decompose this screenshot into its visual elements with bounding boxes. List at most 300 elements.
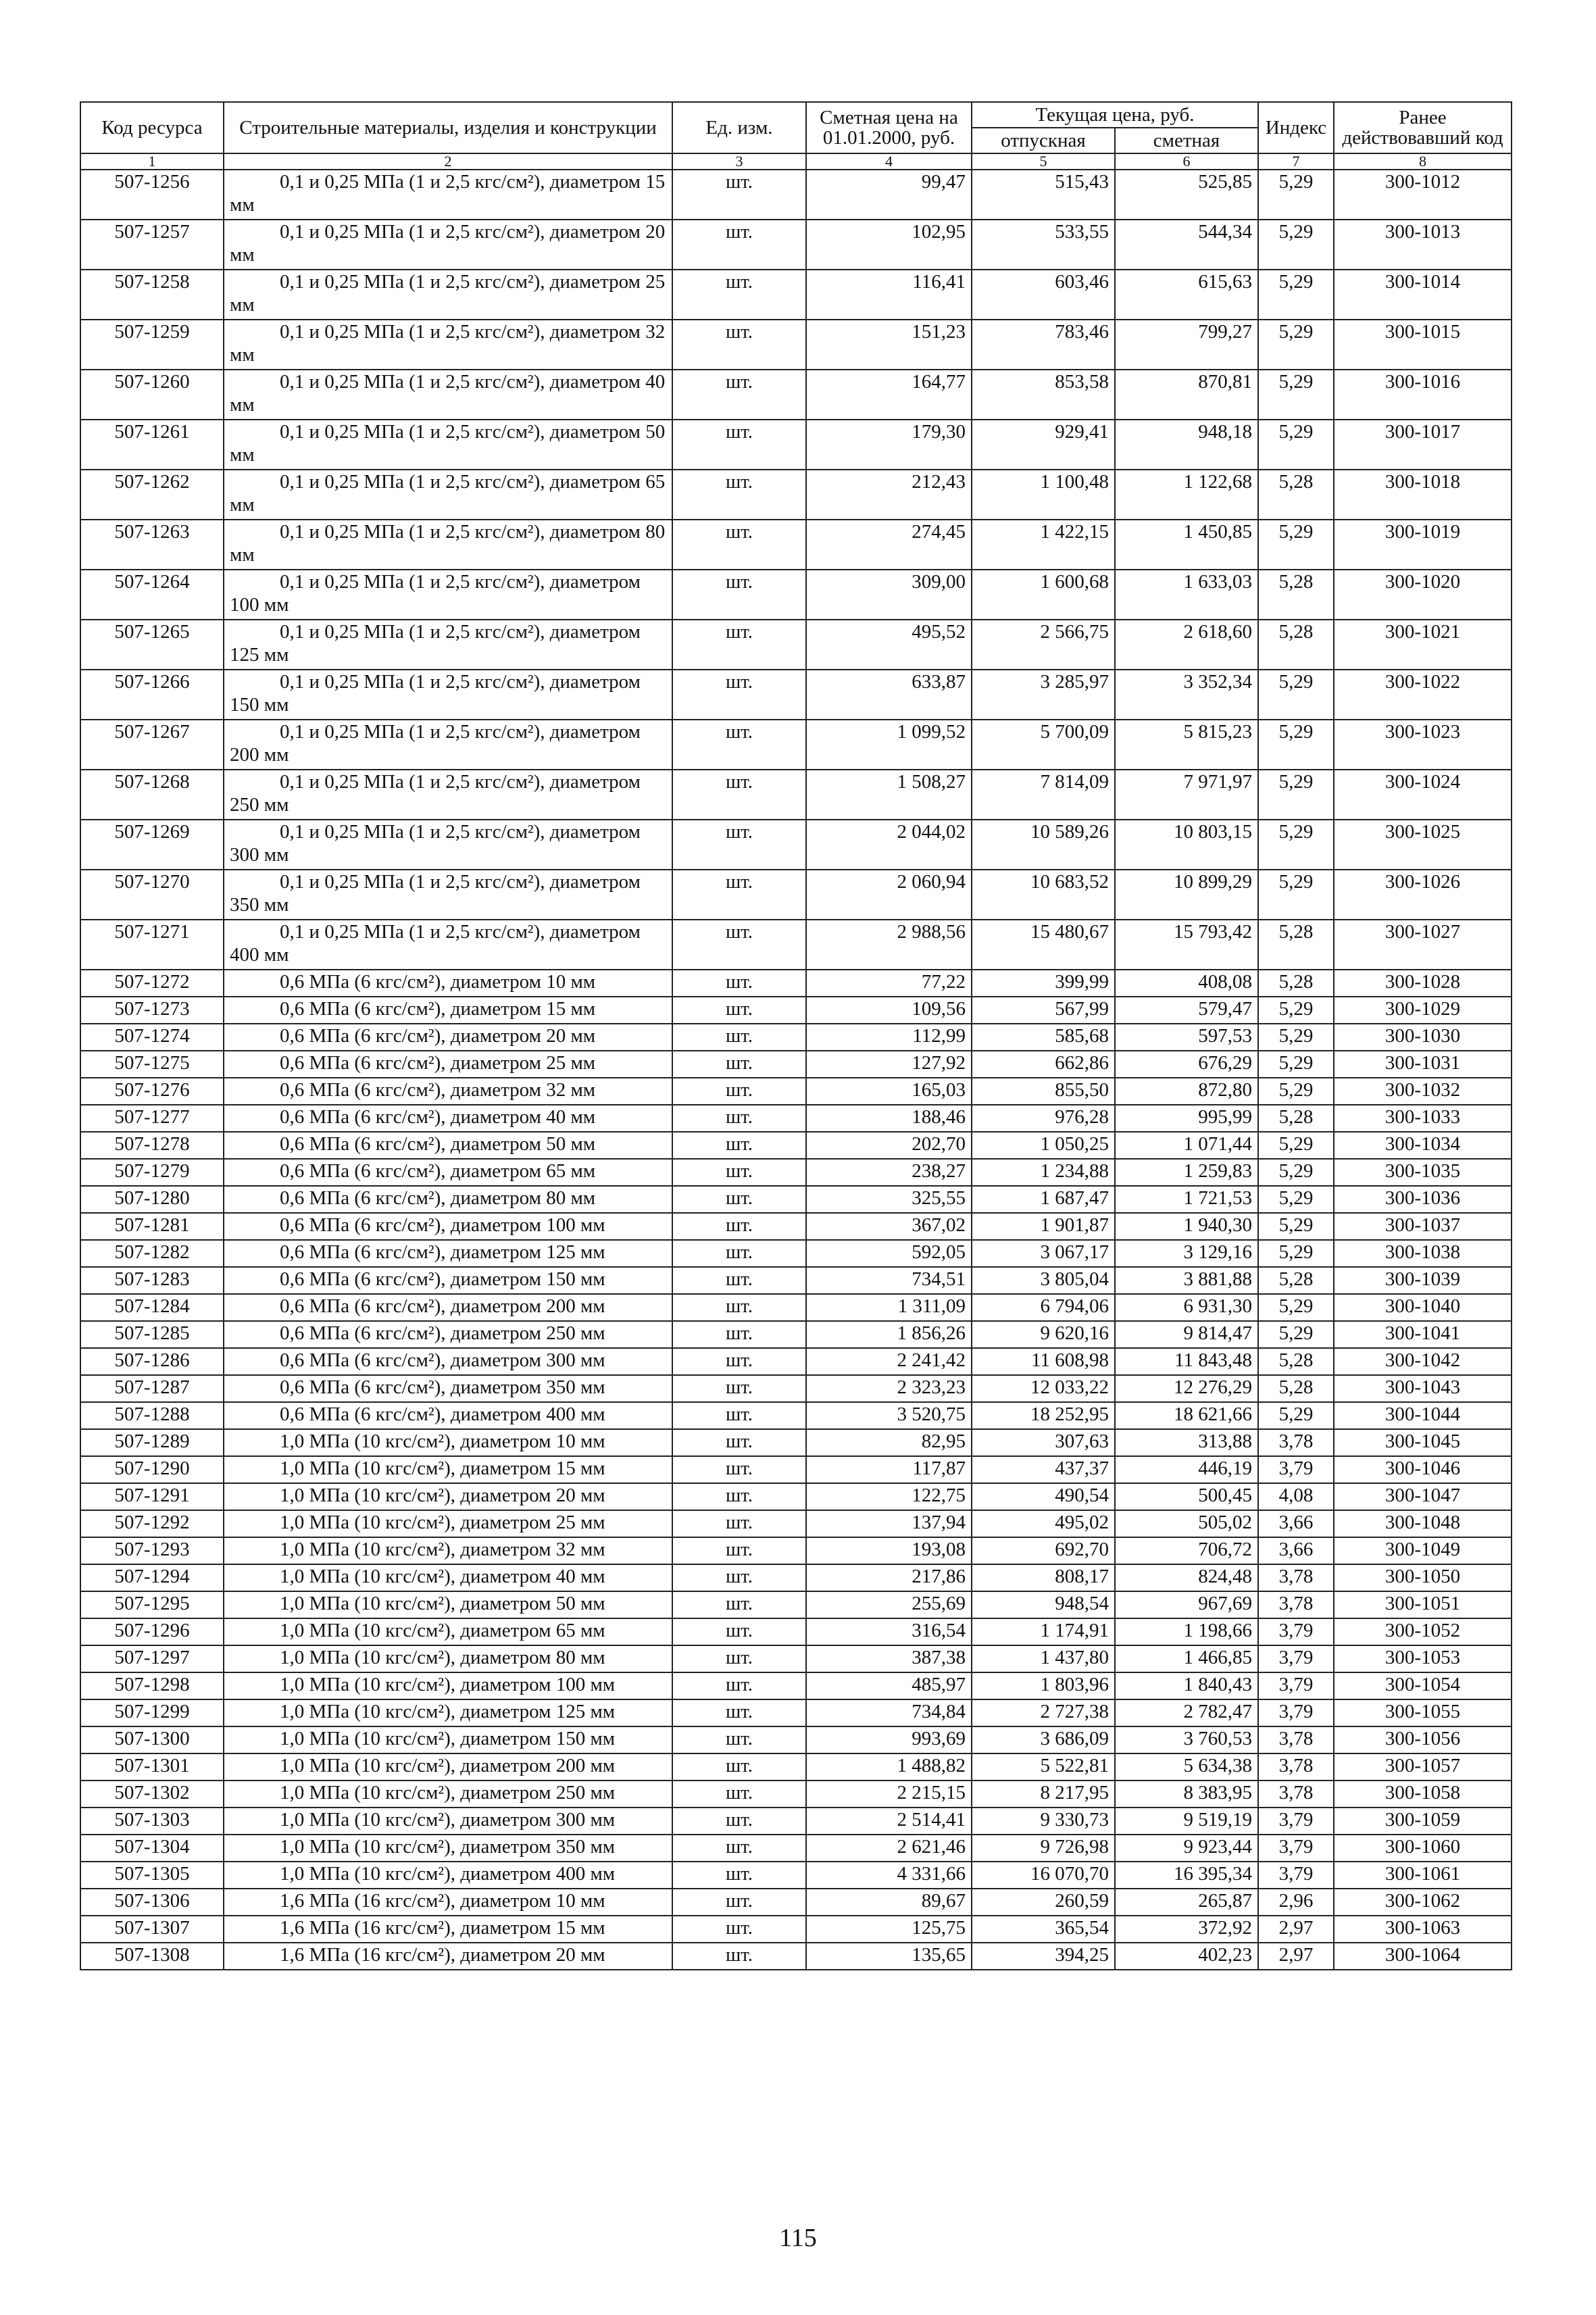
previous-code-cell: 300-1042 (1334, 1348, 1512, 1375)
release-price-cell: 9 726,98 (972, 1835, 1115, 1862)
index-cell: 3,79 (1258, 1645, 1334, 1672)
table-row (80, 1537, 1512, 1564)
index-cell: 5,29 (1258, 1024, 1334, 1051)
material-name-cell (224, 1808, 672, 1835)
estimate-price-cell: 9 814,47 (1115, 1321, 1258, 1348)
previous-code-cell: 300-1056 (1334, 1726, 1512, 1753)
index-cell: 3,79 (1258, 1456, 1334, 1483)
estimate-price-cell: 1 450,85 (1115, 520, 1258, 570)
unit-cell: шт. (672, 1078, 806, 1105)
material-name: 1,0 МПа (10 кгс/см²), диаметром 80 мм (280, 1647, 605, 1668)
index-cell: 5,29 (1258, 220, 1334, 270)
previous-code-cell: 300-1039 (1334, 1267, 1512, 1294)
material-name-cell (224, 1024, 672, 1051)
material-name-cell (224, 1456, 672, 1483)
material-name-cell (224, 1753, 672, 1781)
material-name: 1,0 МПа (10 кгс/см²), диаметром 300 мм (280, 1809, 616, 1831)
unit-cell: шт. (672, 270, 806, 320)
estimate-price-cell: 3 352,34 (1115, 670, 1258, 720)
resource-code-cell: 507-1287 (80, 1375, 224, 1402)
release-price-cell: 11 608,98 (972, 1348, 1115, 1375)
unit-cell: шт. (672, 170, 806, 220)
base-price-cell: 2 241,42 (806, 1348, 972, 1375)
release-price-cell: 692,70 (972, 1537, 1115, 1564)
material-name-cell (224, 1375, 672, 1402)
material-name-cell (224, 1645, 672, 1672)
resource-code-cell: 507-1286 (80, 1348, 224, 1375)
previous-code-cell: 300-1028 (1334, 970, 1512, 997)
base-price-cell: 325,55 (806, 1186, 972, 1213)
base-price-cell: 309,00 (806, 570, 972, 620)
unit-cell: шт. (672, 1699, 806, 1726)
base-price-cell: 164,77 (806, 370, 972, 420)
resource-code-cell: 507-1267 (80, 720, 224, 770)
index-cell: 5,29 (1258, 1321, 1334, 1348)
release-price-cell: 533,55 (972, 220, 1115, 270)
resource-code-cell: 507-1264 (80, 570, 224, 620)
material-name: 0,1 и 0,25 МПа (1 и 2,5 кгс/см²), диаметром 350 мм (230, 871, 641, 916)
material-name: 0,6 МПа (6 кгс/см²), диаметром 50 мм (280, 1133, 596, 1155)
index-cell: 3,78 (1258, 1781, 1334, 1808)
table-row (80, 1564, 1512, 1591)
release-price-cell: 1 234,88 (972, 1159, 1115, 1186)
base-price-cell: 2 514,41 (806, 1808, 972, 1835)
material-name-cell (224, 1213, 672, 1240)
resource-code-cell: 507-1262 (80, 470, 224, 520)
material-name: 0,1 и 0,25 МПа (1 и 2,5 кгс/см²), диаметром 150 мм (230, 671, 641, 716)
table-row (80, 1835, 1512, 1862)
estimate-price-cell: 872,80 (1115, 1078, 1258, 1105)
estimate-price-cell: 12 276,29 (1115, 1375, 1258, 1402)
unit-cell: шт. (672, 1429, 806, 1456)
unit-cell: шт. (672, 370, 806, 420)
previous-code-cell: 300-1032 (1334, 1078, 1512, 1105)
base-price-cell: 1 856,26 (806, 1321, 972, 1348)
material-name: 1,0 МПа (10 кгс/см²), диаметром 350 мм (280, 1836, 616, 1858)
previous-code-cell: 300-1062 (1334, 1889, 1512, 1916)
index-cell: 2,97 (1258, 1916, 1334, 1943)
estimate-price-cell: 615,63 (1115, 270, 1258, 320)
material-name-cell (224, 1159, 672, 1186)
estimate-price-cell: 2 618,60 (1115, 620, 1258, 670)
index-cell: 3,78 (1258, 1753, 1334, 1781)
base-price-cell: 116,41 (806, 270, 972, 320)
column-number: 7 (1258, 153, 1334, 170)
estimate-price-cell: 372,92 (1115, 1916, 1258, 1943)
release-price-cell: 1 901,87 (972, 1213, 1115, 1240)
resource-code-cell: 507-1276 (80, 1078, 224, 1105)
estimate-price-cell: 799,27 (1115, 320, 1258, 370)
resource-code-cell: 507-1302 (80, 1781, 224, 1808)
material-name: 1,0 МПа (10 кгс/см²), диаметром 150 мм (280, 1728, 616, 1749)
base-price-cell: 2 060,94 (806, 870, 972, 920)
base-price-cell: 255,69 (806, 1591, 972, 1618)
material-name-cell (224, 570, 672, 620)
release-price-cell: 515,43 (972, 170, 1115, 220)
previous-code-cell: 300-1033 (1334, 1105, 1512, 1132)
release-price-cell: 929,41 (972, 420, 1115, 470)
table-row (80, 1294, 1512, 1321)
base-price-cell: 179,30 (806, 420, 972, 470)
index-cell: 5,29 (1258, 720, 1334, 770)
material-name-cell (224, 970, 672, 997)
material-name-cell (224, 320, 672, 370)
material-name-cell (224, 1726, 672, 1753)
material-name-cell (224, 770, 672, 820)
index-cell: 5,29 (1258, 370, 1334, 420)
material-name-cell (224, 620, 672, 670)
material-name: 0,6 МПа (6 кгс/см²), диаметром 80 мм (280, 1187, 596, 1209)
base-price-cell: 1 311,09 (806, 1294, 972, 1321)
material-name-cell (224, 1267, 672, 1294)
release-price-cell: 1 050,25 (972, 1132, 1115, 1159)
resource-code-cell: 507-1277 (80, 1105, 224, 1132)
estimate-price-cell: 3 760,53 (1115, 1726, 1258, 1753)
material-name: 1,6 МПа (16 кгс/см²), диаметром 20 мм (280, 1944, 605, 1966)
table-row (80, 1348, 1512, 1375)
table-row (80, 970, 1512, 997)
material-name-cell (224, 370, 672, 420)
index-cell: 5,28 (1258, 570, 1334, 620)
header-code: Код ресурса (80, 102, 224, 153)
index-cell: 3,78 (1258, 1591, 1334, 1618)
index-cell: 5,29 (1258, 320, 1334, 370)
estimate-price-cell: 1 633,03 (1115, 570, 1258, 620)
release-price-cell: 307,63 (972, 1429, 1115, 1456)
previous-code-cell: 300-1063 (1334, 1916, 1512, 1943)
unit-cell: шт. (672, 1267, 806, 1294)
estimate-price-cell: 313,88 (1115, 1429, 1258, 1456)
material-name: 0,1 и 0,25 МПа (1 и 2,5 кгс/см²), диаметром 400 мм (230, 921, 641, 966)
release-price-cell: 9 620,16 (972, 1321, 1115, 1348)
index-cell: 5,29 (1258, 1132, 1334, 1159)
release-price-cell: 1 437,80 (972, 1645, 1115, 1672)
release-price-cell: 2 727,38 (972, 1699, 1115, 1726)
unit-cell: шт. (672, 870, 806, 920)
resource-code-cell: 507-1273 (80, 997, 224, 1024)
resource-code-cell: 507-1294 (80, 1564, 224, 1591)
resource-code-cell: 507-1266 (80, 670, 224, 720)
table-row (80, 1105, 1512, 1132)
table-row (80, 1862, 1512, 1889)
table-row (80, 170, 1512, 220)
previous-code-cell: 300-1035 (1334, 1159, 1512, 1186)
release-price-cell: 495,02 (972, 1510, 1115, 1537)
material-name: 0,6 МПа (6 кгс/см²), диаметром 10 мм (280, 971, 596, 993)
resource-code-cell: 507-1279 (80, 1159, 224, 1186)
unit-cell: шт. (672, 520, 806, 570)
base-price-cell: 387,38 (806, 1645, 972, 1672)
table-row (80, 1267, 1512, 1294)
resource-code-cell: 507-1269 (80, 820, 224, 870)
estimate-price-cell: 597,53 (1115, 1024, 1258, 1051)
previous-code-cell: 300-1013 (1334, 220, 1512, 270)
previous-code-cell: 300-1051 (1334, 1591, 1512, 1618)
material-name-cell (224, 1672, 672, 1699)
material-name: 1,0 МПа (10 кгс/см²), диаметром 125 мм (280, 1701, 616, 1722)
material-name: 0,6 МПа (6 кгс/см²), диаметром 350 мм (280, 1376, 605, 1398)
previous-code-cell: 300-1026 (1334, 870, 1512, 920)
material-name-cell (224, 1835, 672, 1862)
index-cell: 5,28 (1258, 920, 1334, 970)
base-price-cell: 193,08 (806, 1537, 972, 1564)
index-cell: 5,28 (1258, 1105, 1334, 1132)
index-cell: 3,79 (1258, 1835, 1334, 1862)
index-cell: 2,96 (1258, 1889, 1334, 1916)
estimate-price-cell: 7 971,97 (1115, 770, 1258, 820)
table-row (80, 1051, 1512, 1078)
base-price-cell: 117,87 (806, 1456, 972, 1483)
material-name: 1,0 МПа (10 кгс/см²), диаметром 40 мм (280, 1566, 605, 1587)
index-cell: 5,29 (1258, 520, 1334, 570)
resource-code-cell: 507-1284 (80, 1294, 224, 1321)
table-row (80, 1483, 1512, 1510)
previous-code-cell: 300-1012 (1334, 170, 1512, 220)
estimate-price-cell: 1 721,53 (1115, 1186, 1258, 1213)
table-row (80, 670, 1512, 720)
index-cell: 5,29 (1258, 420, 1334, 470)
previous-code-cell: 300-1023 (1334, 720, 1512, 770)
index-cell: 3,79 (1258, 1699, 1334, 1726)
resource-code-cell: 507-1263 (80, 520, 224, 570)
resource-code-cell: 507-1303 (80, 1808, 224, 1835)
resource-code-cell: 507-1278 (80, 1132, 224, 1159)
previous-code-cell: 300-1017 (1334, 420, 1512, 470)
release-price-cell: 18 252,95 (972, 1402, 1115, 1429)
index-cell: 5,28 (1258, 1375, 1334, 1402)
previous-code-cell: 300-1058 (1334, 1781, 1512, 1808)
resource-code-cell: 507-1258 (80, 270, 224, 320)
index-cell: 5,29 (1258, 1213, 1334, 1240)
material-name-cell (224, 720, 672, 770)
unit-cell: шт. (672, 1294, 806, 1321)
base-price-cell: 734,84 (806, 1699, 972, 1726)
material-name-cell (224, 1294, 672, 1321)
estimate-price-cell: 9 923,44 (1115, 1835, 1258, 1862)
previous-code-cell: 300-1052 (1334, 1618, 1512, 1645)
material-name: 0,1 и 0,25 МПа (1 и 2,5 кгс/см²), диаметром 125 мм (230, 621, 641, 666)
table-row (80, 420, 1512, 470)
previous-code-cell: 300-1050 (1334, 1564, 1512, 1591)
previous-code-cell: 300-1049 (1334, 1537, 1512, 1564)
header-index: Индекс (1258, 102, 1334, 153)
resource-code-cell: 507-1259 (80, 320, 224, 370)
table-row (80, 320, 1512, 370)
base-price-cell: 592,05 (806, 1240, 972, 1267)
table-row (80, 1726, 1512, 1753)
resource-code-cell: 507-1296 (80, 1618, 224, 1645)
resource-code-cell: 507-1300 (80, 1726, 224, 1753)
index-cell: 5,29 (1258, 770, 1334, 820)
previous-code-cell: 300-1016 (1334, 370, 1512, 420)
table-row (80, 720, 1512, 770)
material-name: 0,6 МПа (6 кгс/см²), диаметром 65 мм (280, 1160, 596, 1182)
material-name: 1,0 МПа (10 кгс/см²), диаметром 65 мм (280, 1620, 605, 1641)
header-name: Строительные материалы, изделия и конструкции (224, 102, 672, 153)
index-cell: 3,78 (1258, 1726, 1334, 1753)
material-name: 1,6 МПа (16 кгс/см²), диаметром 10 мм (280, 1890, 605, 1912)
material-name: 0,6 МПа (6 кгс/см²), диаметром 15 мм (280, 998, 596, 1020)
unit-cell: шт. (672, 570, 806, 620)
release-price-cell: 7 814,09 (972, 770, 1115, 820)
estimate-price-cell: 18 621,66 (1115, 1402, 1258, 1429)
index-cell: 5,29 (1258, 670, 1334, 720)
material-name: 1,0 МПа (10 кгс/см²), диаметром 250 мм (280, 1782, 616, 1803)
estimate-price-cell: 1 122,68 (1115, 470, 1258, 520)
table-row (80, 370, 1512, 420)
table-row (80, 1808, 1512, 1835)
base-price-cell: 2 215,15 (806, 1781, 972, 1808)
unit-cell: шт. (672, 1835, 806, 1862)
index-cell: 5,28 (1258, 1267, 1334, 1294)
previous-code-cell: 300-1059 (1334, 1808, 1512, 1835)
unit-cell: шт. (672, 1456, 806, 1483)
resource-code-cell: 507-1291 (80, 1483, 224, 1510)
material-name-cell (224, 1132, 672, 1159)
material-name: 0,6 МПа (6 кгс/см²), диаметром 150 мм (280, 1268, 605, 1290)
material-name-cell (224, 1402, 672, 1429)
index-cell: 5,29 (1258, 1294, 1334, 1321)
release-price-cell: 948,54 (972, 1591, 1115, 1618)
estimate-price-cell: 579,47 (1115, 997, 1258, 1024)
table-row (80, 820, 1512, 870)
table-row (80, 270, 1512, 320)
table-row (80, 570, 1512, 620)
material-name: 0,1 и 0,25 МПа (1 и 2,5 кгс/см²), диаметром 65 мм (230, 471, 666, 516)
index-cell: 5,29 (1258, 820, 1334, 870)
header-release-price: отпускная (972, 128, 1115, 153)
table-row (80, 220, 1512, 270)
index-cell: 5,29 (1258, 997, 1334, 1024)
previous-code-cell: 300-1040 (1334, 1294, 1512, 1321)
table-row (80, 1456, 1512, 1483)
estimate-price-cell: 1 071,44 (1115, 1132, 1258, 1159)
unit-cell: шт. (672, 1186, 806, 1213)
base-price-cell: 3 520,75 (806, 1402, 972, 1429)
material-name: 0,1 и 0,25 МПа (1 и 2,5 кгс/см²), диаметром 80 мм (230, 521, 666, 566)
unit-cell: шт. (672, 1726, 806, 1753)
material-name: 0,1 и 0,25 МПа (1 и 2,5 кгс/см²), диаметром 25 мм (230, 271, 666, 316)
unit-cell: шт. (672, 320, 806, 370)
index-cell: 5,29 (1258, 170, 1334, 220)
table-row (80, 920, 1512, 970)
release-price-cell: 567,99 (972, 997, 1115, 1024)
material-name: 1,0 МПа (10 кгс/см²), диаметром 20 мм (280, 1485, 605, 1506)
table-row (80, 1510, 1512, 1537)
base-price-cell: 102,95 (806, 220, 972, 270)
estimate-price-cell: 446,19 (1115, 1456, 1258, 1483)
release-price-cell: 490,54 (972, 1483, 1115, 1510)
column-number: 3 (672, 153, 806, 170)
base-price-cell: 217,86 (806, 1564, 972, 1591)
release-price-cell: 10 683,52 (972, 870, 1115, 920)
unit-cell: шт. (672, 1105, 806, 1132)
release-price-cell: 16 070,70 (972, 1862, 1115, 1889)
header-previous-code: Ранее действовавший код (1334, 102, 1512, 153)
resource-code-cell: 507-1295 (80, 1591, 224, 1618)
unit-cell: шт. (672, 1024, 806, 1051)
release-price-cell: 853,58 (972, 370, 1115, 420)
estimate-price-cell: 706,72 (1115, 1537, 1258, 1564)
unit-cell: шт. (672, 820, 806, 870)
unit-cell: шт. (672, 1510, 806, 1537)
previous-code-cell: 300-1025 (1334, 820, 1512, 870)
material-name: 0,6 МПа (6 кгс/см²), диаметром 32 мм (280, 1079, 596, 1101)
material-name-cell (224, 1943, 672, 1970)
previous-code-cell: 300-1031 (1334, 1051, 1512, 1078)
material-name: 1,0 МПа (10 кгс/см²), диаметром 50 мм (280, 1593, 605, 1614)
column-number: 1 (80, 153, 224, 170)
column-numbers-row (80, 153, 1512, 170)
estimate-price-cell: 967,69 (1115, 1591, 1258, 1618)
resource-code-cell: 507-1306 (80, 1889, 224, 1916)
index-cell: 5,29 (1258, 1402, 1334, 1429)
table-row (80, 997, 1512, 1024)
table-row (80, 1781, 1512, 1808)
table-row (80, 1429, 1512, 1456)
unit-cell: шт. (672, 1348, 806, 1375)
previous-code-cell: 300-1064 (1334, 1943, 1512, 1970)
unit-cell: шт. (672, 1862, 806, 1889)
estimate-price-cell: 505,02 (1115, 1510, 1258, 1537)
release-price-cell: 1 687,47 (972, 1186, 1115, 1213)
estimate-price-cell: 544,34 (1115, 220, 1258, 270)
index-cell: 3,79 (1258, 1862, 1334, 1889)
material-name-cell (224, 1862, 672, 1889)
resource-code-cell: 507-1282 (80, 1240, 224, 1267)
material-name: 0,1 и 0,25 МПа (1 и 2,5 кгс/см²), диаметром 15 мм (230, 171, 666, 216)
unit-cell: шт. (672, 1916, 806, 1943)
material-name-cell (224, 870, 672, 920)
base-price-cell: 1 488,82 (806, 1753, 972, 1781)
estimate-price-cell: 3 129,16 (1115, 1240, 1258, 1267)
estimate-price-cell: 995,99 (1115, 1105, 1258, 1132)
estimate-price-cell: 11 843,48 (1115, 1348, 1258, 1375)
table-row (80, 520, 1512, 570)
table-row (80, 770, 1512, 820)
resource-code-cell: 507-1301 (80, 1753, 224, 1781)
index-cell: 3,78 (1258, 1429, 1334, 1456)
material-name-cell (224, 1105, 672, 1132)
unit-cell: шт. (672, 670, 806, 720)
estimate-price-cell: 948,18 (1115, 420, 1258, 470)
unit-cell: шт. (672, 1051, 806, 1078)
base-price-cell: 82,95 (806, 1429, 972, 1456)
material-name-cell (224, 1186, 672, 1213)
base-price-cell: 367,02 (806, 1213, 972, 1240)
index-cell: 3,79 (1258, 1808, 1334, 1835)
previous-code-cell: 300-1044 (1334, 1402, 1512, 1429)
resource-code-cell: 507-1268 (80, 770, 224, 820)
previous-code-cell: 300-1034 (1334, 1132, 1512, 1159)
unit-cell: шт. (672, 1672, 806, 1699)
index-cell: 3,79 (1258, 1618, 1334, 1645)
estimate-price-cell: 1 466,85 (1115, 1645, 1258, 1672)
material-name: 0,1 и 0,25 МПа (1 и 2,5 кгс/см²), диаметром 250 мм (230, 771, 641, 816)
table-row (80, 620, 1512, 670)
material-name: 1,0 МПа (10 кгс/см²), диаметром 200 мм (280, 1755, 616, 1776)
material-name: 0,6 МПа (6 кгс/см²), диаметром 40 мм (280, 1106, 596, 1128)
previous-code-cell: 300-1036 (1334, 1186, 1512, 1213)
estimate-price-cell: 500,45 (1115, 1483, 1258, 1510)
table-row (80, 1078, 1512, 1105)
base-price-cell: 137,94 (806, 1510, 972, 1537)
material-name: 0,6 МПа (6 кгс/см²), диаметром 400 мм (280, 1403, 605, 1425)
material-name: 0,1 и 0,25 МПа (1 и 2,5 кгс/см²), диаметром 40 мм (230, 371, 666, 416)
previous-code-cell: 300-1024 (1334, 770, 1512, 820)
previous-code-cell: 300-1057 (1334, 1753, 1512, 1781)
material-name-cell (224, 420, 672, 470)
